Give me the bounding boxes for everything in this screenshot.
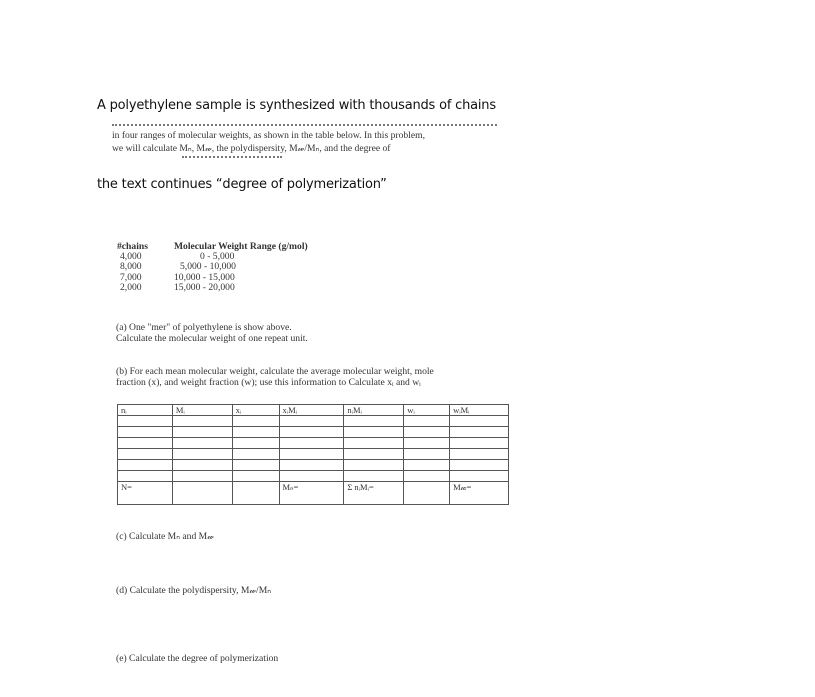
scan-line: we will calculate Mₙ, M𝓌, the polydispersity, M𝓌/Mₙ, and the degree of xyxy=(112,142,391,154)
range-value: 15,000 - 20,000 xyxy=(174,281,235,293)
grid-header-cell: nᵢMᵢ xyxy=(344,405,404,416)
grid-cell xyxy=(279,438,344,449)
grid-header-cell: xᵢ xyxy=(232,405,279,416)
grid-cell xyxy=(172,438,232,449)
chains-value: 2,000 xyxy=(120,281,142,293)
grid-cell xyxy=(172,471,232,482)
grid-cell xyxy=(232,449,279,460)
grid-cell xyxy=(344,460,404,471)
grid-cell xyxy=(172,416,232,427)
grid-cell xyxy=(344,427,404,438)
grid-totals-row xyxy=(118,482,509,505)
grid-cell xyxy=(404,460,450,471)
range-value: 5,000 - 10,000 xyxy=(180,261,236,273)
grid-cell xyxy=(118,438,173,449)
grid-cell xyxy=(344,416,404,427)
part-b xyxy=(116,366,516,388)
grid-header-cell: wᵢ xyxy=(404,405,450,416)
grid-cell xyxy=(450,471,509,482)
part-a xyxy=(116,322,516,344)
grid-cell xyxy=(450,427,509,438)
grid-empty-row xyxy=(118,438,509,449)
chains-value: 8,000 xyxy=(120,261,142,273)
grid-cell xyxy=(344,438,404,449)
grid-cell xyxy=(118,427,173,438)
cutoff-text-bottom xyxy=(182,156,282,161)
part-d: (d) Calculate the polydispersity, M𝓌/Mₙ xyxy=(116,585,272,596)
grid-cell xyxy=(279,416,344,427)
grid-total-cell: M𝓌= xyxy=(450,482,509,505)
grid-cell xyxy=(118,471,173,482)
grid-total-cell: Mₙ= xyxy=(279,482,344,505)
part-a-line: Calculate the molecular weight of one repeat unit. xyxy=(116,333,308,344)
grid-cell xyxy=(404,438,450,449)
grid-cell xyxy=(118,449,173,460)
chains-column xyxy=(117,242,165,293)
chains-header: #chains xyxy=(117,241,148,252)
grid-cell xyxy=(344,449,404,460)
grid-header-cell: Mᵢ xyxy=(172,405,232,416)
grid-cell xyxy=(232,427,279,438)
grid-empty-row xyxy=(118,460,509,471)
part-e: (e) Calculate the degree of polymerization xyxy=(116,653,279,664)
grid-empty-row xyxy=(118,427,509,438)
grid-total-cell xyxy=(232,482,279,505)
cutoff-text-top xyxy=(112,124,497,129)
grid-cell xyxy=(404,416,450,427)
grid-header-row xyxy=(118,405,509,416)
grid-cell xyxy=(172,460,232,471)
grid-header-cell: wᵢMᵢ xyxy=(450,405,509,416)
range-header: Molecular Weight Range (g/mol) xyxy=(174,241,308,252)
chains-value: 4,000 xyxy=(120,251,142,263)
grid-cell xyxy=(404,449,450,460)
grid-cell xyxy=(279,471,344,482)
part-b-line: (b) For each mean molecular weight, calculate the average molecular weight, mole xyxy=(116,366,434,377)
grid-header-cell: xᵢMᵢ xyxy=(279,405,344,416)
grid-cell xyxy=(404,427,450,438)
range-value: 10,000 - 15,000 xyxy=(174,271,235,283)
grid-empty-row xyxy=(118,416,509,427)
grid-cell xyxy=(172,427,232,438)
intro-text: A polyethylene sample is synthesized with thousands of chains xyxy=(97,98,496,113)
grid-cell xyxy=(279,427,344,438)
scan-line: in four ranges of molecular weights, as shown in the table below. In this problem, xyxy=(112,130,425,141)
grid-cell xyxy=(232,460,279,471)
grid-cell xyxy=(232,438,279,449)
grid-empty-row xyxy=(118,471,509,482)
grid-cell xyxy=(118,416,173,427)
grid-total-cell xyxy=(172,482,232,505)
grid-cell xyxy=(232,416,279,427)
grid-cell xyxy=(344,471,404,482)
part-c: (c) Calculate Mₙ and M𝓌 xyxy=(116,531,214,542)
grid-cell xyxy=(232,471,279,482)
grid-cell xyxy=(450,449,509,460)
grid-cell xyxy=(450,460,509,471)
scanned-excerpt xyxy=(112,124,507,162)
range-column xyxy=(174,242,374,293)
grid-total-cell: N= xyxy=(118,482,173,505)
chains-value: 7,000 xyxy=(120,271,142,283)
grid-cell xyxy=(450,438,509,449)
part-a-line: (a) One "mer" of polyethylene is show above. xyxy=(116,322,292,333)
range-value: 0 - 5,000 xyxy=(200,251,235,263)
grid-cell xyxy=(450,416,509,427)
grid-total-cell: Σ nᵢMᵢ= xyxy=(344,482,404,505)
calculation-grid xyxy=(117,404,509,505)
grid-cell xyxy=(118,460,173,471)
part-b-line: fraction (x), and weight fraction (w); use this information to Calculate xᵢ and wᵢ xyxy=(116,377,421,388)
grid-total-cell xyxy=(404,482,450,505)
grid-cell xyxy=(279,449,344,460)
grid-cell xyxy=(404,471,450,482)
grid-cell xyxy=(172,449,232,460)
grid-cell xyxy=(279,460,344,471)
grid-header-cell: nᵢ xyxy=(118,405,173,416)
continuation-note: the text continues “degree of polymerization” xyxy=(97,177,387,192)
grid-empty-row xyxy=(118,449,509,460)
